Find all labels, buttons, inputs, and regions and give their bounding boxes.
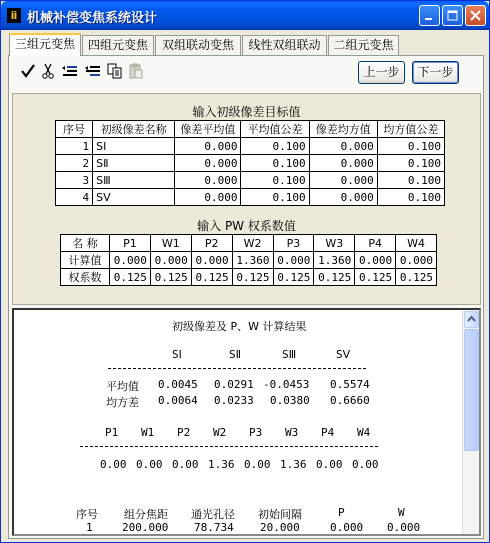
align-right-icon[interactable] [84,63,102,81]
rms-value: 0.6660 [330,394,370,407]
scroll-up-button[interactable] [464,311,479,328]
group-value: 0.000 [330,521,364,534]
pw-header: P1 [105,426,119,439]
group-value: 78.734 [194,521,234,534]
average-cell[interactable]: 0.000 [175,155,241,172]
pw-value: 0.00 [172,458,199,471]
group-value: 0.000 [387,521,421,534]
table-header-row [56,121,445,138]
results-content [14,310,465,534]
align-left-icon[interactable] [61,63,79,81]
rms-tolerance-cell[interactable]: 0.100 [377,155,444,172]
table-header-row [61,235,437,252]
rms-cell[interactable]: 0.000 [309,155,377,172]
table-row [61,252,437,269]
average-tolerance-cell[interactable]: 0.100 [241,172,309,189]
rms-value: 0.0380 [270,394,310,407]
results-text-area[interactable] [12,308,481,536]
group-value: 20.000 [260,521,300,534]
value-cell[interactable]: 0.000 [150,252,191,269]
table-row [56,172,445,189]
aberration-table [55,120,445,206]
tab-dual-linked-zoom[interactable]: 双组联动变焦 [155,35,241,55]
row-index: 3 [56,172,93,189]
group-header: 组分焦距 [124,508,168,521]
results-title: 初级像差及 P、W 计算结果 [172,320,307,333]
value-cell[interactable]: 0.000 [396,252,437,269]
app-icon: ⅱ [7,8,21,23]
rms-cell[interactable]: 0.000 [309,189,377,206]
maximize-icon [446,9,459,22]
tab-two-group-zoom[interactable]: 二组元变焦 [328,35,399,55]
value-cell[interactable]: 1.360 [314,252,355,269]
aberration-name[interactable]: SⅡ [93,155,175,172]
value-cell[interactable]: 0.125 [150,269,191,286]
rms-cell[interactable]: 0.000 [309,172,377,189]
average-tolerance-cell[interactable]: 0.100 [241,155,309,172]
weight-table [60,234,437,286]
aberration-name[interactable]: SⅤ [93,189,175,206]
tab-four-group-zoom[interactable]: 四组元变焦 [82,35,154,55]
minimize-icon [423,9,436,22]
rms-value: 0.0233 [214,394,254,407]
group-header: 通光孔径 [191,508,235,521]
previous-step-button[interactable]: 上一步 [358,61,405,84]
divider [80,446,378,447]
aberr-header: SⅡ [229,348,242,361]
value-cell[interactable]: 0.000 [110,252,151,269]
aberr-header: SⅠ [172,348,182,361]
paste-icon[interactable] [127,63,145,81]
pw-value: 0.00 [100,458,127,471]
header-cell: P1 [110,235,151,252]
rms-tolerance-cell[interactable]: 0.100 [377,138,444,155]
pw-header: W3 [285,426,299,439]
group-header: 序号 [76,508,98,521]
pw-value: 1.36 [280,458,307,471]
header-cell: 序号 [56,121,93,138]
group-value: 200.000 [122,521,169,534]
value-cell[interactable]: 0.000 [273,252,314,269]
header-cell: 像差平均值 [175,121,241,138]
header-cell: P4 [355,235,396,252]
header-cell: W3 [314,235,355,252]
rms-value: 0.0064 [158,394,198,407]
average-cell[interactable]: 0.000 [175,189,241,206]
checkmark-icon[interactable] [19,63,37,81]
pw-header: W1 [141,426,155,439]
value-cell[interactable]: 0.000 [191,252,232,269]
avg-value: -0.0453 [263,378,310,391]
group-value: 1 [86,521,93,534]
value-cell[interactable]: 0.125 [232,269,273,286]
pw-value: 0.00 [244,458,271,471]
aberration-name[interactable]: SⅢ [93,172,175,189]
header-cell: 像差均方值 [309,121,377,138]
table-row [56,189,445,206]
header-cell: P3 [273,235,314,252]
close-icon [469,9,482,22]
value-cell[interactable]: 0.125 [110,269,151,286]
copy-icon[interactable] [106,63,124,81]
cut-icon[interactable] [39,63,57,81]
tab-linear-dual-linked[interactable]: 线性双组联动 [242,35,327,55]
average-cell[interactable]: 0.000 [175,172,241,189]
header-cell: W2 [232,235,273,252]
value-cell[interactable]: 1.360 [232,252,273,269]
pw-value: 1.36 [208,458,235,471]
group-header: 初始间隔 [258,508,302,521]
average-cell[interactable]: 0.000 [175,138,241,155]
aberr-header: SⅤ [336,348,351,361]
scroll-thumb[interactable] [464,329,479,451]
header-cell: P2 [191,235,232,252]
avg-value: 0.0291 [214,378,254,391]
weight-table-title: 输入 PW 权系数值 [197,219,296,233]
header-cell: W4 [396,235,437,252]
value-cell[interactable]: 0.125 [314,269,355,286]
value-cell[interactable]: 0.125 [191,269,232,286]
aberration-table-title: 输入初级像差目标值 [192,105,301,119]
avg-value: 0.0045 [158,378,198,391]
rms-cell[interactable]: 0.000 [309,138,377,155]
rms-tolerance-cell[interactable]: 0.100 [377,172,444,189]
table-row [56,138,445,155]
pw-header: W4 [357,426,371,439]
value-cell[interactable]: 0.125 [273,269,314,286]
average-tolerance-cell[interactable]: 0.100 [241,138,309,155]
table-row [61,269,437,286]
pw-header: P2 [177,426,191,439]
tab-three-group-zoom[interactable]: 三组元变焦 [9,33,81,56]
avg-label: 平均值 [106,380,139,393]
group-header: P [338,506,345,519]
header-cell: W1 [150,235,191,252]
value-cell[interactable]: 0.000 [355,252,396,269]
scroll-up-icon [465,312,478,327]
vertical-scrollbar[interactable] [462,310,479,534]
pw-header: W2 [213,426,227,439]
row-label: 计算值 [61,252,110,269]
window-title: 机械补偿变焦系统设计 [27,11,158,26]
next-step-button[interactable]: 下一步 [412,61,459,84]
table-row [56,155,445,172]
close-button[interactable] [465,5,486,26]
input-area [12,93,481,305]
divider [108,368,366,369]
pw-value: 0.00 [352,458,379,471]
value-cell[interactable]: 0.125 [355,269,396,286]
row-index: 2 [56,155,93,172]
header-cell: 名 称 [61,235,110,252]
minimize-button[interactable] [419,5,440,26]
avg-value: 0.5574 [330,378,370,391]
row-index: 4 [56,189,93,206]
value-cell[interactable]: 0.125 [396,269,437,286]
group-header: W [398,506,405,519]
pw-header: P4 [321,426,335,439]
row-label: 权系数 [61,269,110,286]
row-index: 1 [56,138,93,155]
header-cell: 平均值公差 [241,121,309,138]
pw-value: 0.00 [316,458,343,471]
aberration-name[interactable]: SⅠ [93,138,175,155]
rms-tolerance-cell[interactable]: 0.100 [377,189,444,206]
header-cell: 初级像差名称 [93,121,175,138]
header-cell: 均方值公差 [377,121,444,138]
aberr-header: SⅢ [282,348,297,361]
maximize-button[interactable] [442,5,463,26]
rms-label: 均方差 [106,396,139,409]
pw-header: P3 [249,426,263,439]
pw-value: 0.00 [136,458,163,471]
title-bar[interactable] [1,1,489,30]
average-tolerance-cell[interactable]: 0.100 [241,189,309,206]
